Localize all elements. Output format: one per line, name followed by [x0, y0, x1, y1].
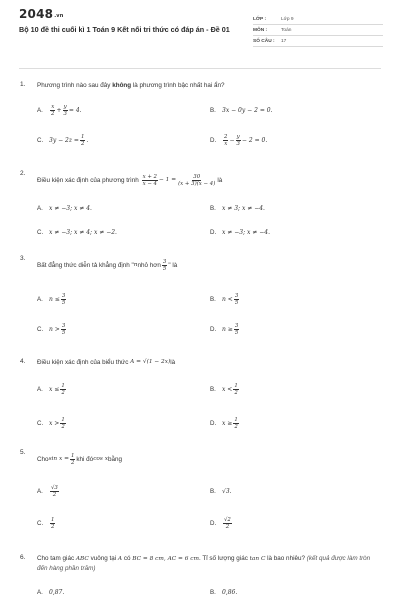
- option-label: B.: [210, 588, 216, 596]
- option-math: 0,87.: [49, 588, 65, 596]
- math-text: n >: [49, 325, 60, 333]
- option-b[interactable]: [210, 484, 232, 498]
- expression: sin x =: [48, 456, 69, 462]
- option-label: C.: [37, 419, 44, 427]
- text-part: là: [170, 359, 176, 366]
- fraction-denominator: 5: [162, 266, 167, 272]
- option-label: B.: [210, 487, 216, 495]
- option-math: x ≠ 3; x ≠ −4.: [222, 204, 265, 212]
- fraction-numerator: 3: [61, 292, 66, 299]
- question-number: 3.: [20, 255, 26, 262]
- option-c[interactable]: [37, 133, 88, 147]
- option-label: C.: [37, 228, 44, 236]
- option-a[interactable]: [37, 484, 60, 498]
- text-part: Cho tam giác: [37, 555, 76, 562]
- math-text: n <: [222, 295, 233, 303]
- option-d[interactable]: [210, 322, 240, 336]
- option-math: √3.: [222, 487, 232, 495]
- option-label: D.: [210, 519, 217, 527]
- fraction-denominator: 2: [225, 523, 230, 530]
- expression: tan C: [249, 556, 266, 562]
- meta-value: 17: [281, 38, 287, 44]
- text-part: Cho: [37, 456, 49, 463]
- math-text: x <: [222, 385, 233, 393]
- fraction-numerator: 3: [234, 322, 239, 329]
- question-number: 6.: [20, 554, 26, 561]
- text-part: khi đó: [76, 456, 94, 463]
- fraction-numerator: 3: [162, 259, 167, 265]
- document-title: Bộ 10 đề thi cuối kì 1 Toán 9 Kết nối tri thức có đáp án - Đề 01: [19, 25, 230, 34]
- question-text: [37, 554, 377, 573]
- option-math: $\frac{2}{x}$ − $\frac{y}{3}$ − 2 = 0.: [224, 133, 268, 147]
- question-text: [37, 453, 377, 466]
- option-math: $\frac{x}{2}$ + $\frac{y}{3}$ = 4.: [51, 103, 82, 117]
- header-divider: [19, 68, 381, 69]
- fraction-numerator: √3: [51, 484, 58, 491]
- option-label: A.: [37, 385, 43, 393]
- question-number: 4.: [20, 358, 26, 365]
- option-math: [222, 417, 240, 430]
- text-part: là bao nhiêu?: [265, 555, 307, 562]
- option-label: A.: [37, 588, 43, 596]
- expression: A: [117, 556, 123, 562]
- fraction-denominator: 2: [61, 389, 65, 396]
- option-b[interactable]: [210, 382, 240, 396]
- meta-table: [253, 14, 383, 47]
- question-number: 2.: [20, 170, 26, 177]
- fraction-denominator: 2: [234, 423, 238, 430]
- option-math: [222, 383, 240, 396]
- equation-denominator: x − 4: [142, 181, 157, 187]
- option-math: [222, 293, 240, 306]
- equation-mid: − 1 =: [158, 177, 177, 183]
- meta-row-subject: [253, 25, 383, 36]
- option-math: [222, 517, 233, 530]
- option-d[interactable]: [210, 225, 270, 239]
- fraction-numerator: 1: [61, 382, 65, 389]
- option-label: D.: [210, 419, 217, 427]
- meta-row-class: [253, 14, 383, 25]
- option-b[interactable]: [210, 201, 265, 215]
- option-math: [49, 485, 60, 498]
- meta-value: Lớp 9: [281, 16, 294, 22]
- expression: A = √(1 − 2x): [130, 359, 171, 365]
- question-text: [37, 174, 377, 187]
- math-text: x ≥: [222, 419, 233, 427]
- expression: ABC: [75, 556, 89, 562]
- option-b[interactable]: [210, 585, 237, 599]
- option-math: x ≠ −3; x ≠ 4.: [49, 204, 92, 212]
- meta-row-count: [253, 36, 383, 47]
- option-c[interactable]: [37, 225, 117, 239]
- fraction-denominator: 5: [234, 329, 239, 336]
- text-part: Bất đẳng thức diễn tả khẳng định ": [37, 262, 134, 269]
- text-part: Phương trình nào sau đây: [37, 82, 113, 89]
- option-label: B.: [210, 204, 216, 212]
- option-label: A.: [37, 487, 43, 495]
- option-math: x ≠ −3; x ≠ 4; x ≠ −2.: [49, 228, 117, 236]
- emphasis-text: không: [112, 82, 132, 89]
- option-a[interactable]: [37, 585, 64, 599]
- option-math: 0,86.: [222, 588, 238, 596]
- fraction-numerator: √2: [224, 516, 231, 523]
- option-math: [222, 323, 240, 336]
- option-math: [49, 417, 67, 430]
- option-a[interactable]: [37, 292, 67, 306]
- fraction-denominator: 5: [234, 299, 239, 306]
- meta-key: SỐ CÂU :: [253, 38, 275, 44]
- text-part: có: [122, 555, 133, 562]
- option-label: A.: [37, 295, 43, 303]
- text-part: là phương trình bậc nhất hai ẩn?: [131, 82, 225, 89]
- text-part: bằng: [108, 456, 123, 463]
- expression: BC = 8 cm, AC = 6 cm: [132, 556, 200, 562]
- fraction-denominator: 2: [70, 460, 75, 466]
- option-b[interactable]: [210, 292, 240, 306]
- logo-text: 2048: [19, 7, 54, 21]
- equation-denominator: (x + 3)(x − 4): [178, 181, 216, 187]
- site-logo[interactable]: [19, 7, 64, 21]
- fraction-numerator: 1: [61, 416, 65, 423]
- equation-numerator: x + 2: [142, 174, 157, 180]
- option-label: A.: [37, 106, 43, 114]
- fraction-numerator: 1: [70, 453, 75, 459]
- option-label: C.: [37, 136, 44, 144]
- logo-suffix: .vn: [54, 13, 64, 19]
- option-label: B.: [210, 295, 216, 303]
- option-label: D.: [210, 228, 217, 236]
- math-text: n ≤: [49, 295, 60, 303]
- fraction-numerator: 1: [234, 416, 238, 423]
- question-text: [37, 259, 377, 272]
- fraction-denominator: 2: [52, 491, 57, 498]
- question-text: [37, 358, 377, 367]
- option-d[interactable]: [210, 416, 240, 430]
- option-label: B.: [210, 385, 216, 393]
- option-d[interactable]: [210, 516, 233, 530]
- option-a[interactable]: [37, 103, 82, 117]
- fraction-numerator: 1: [234, 382, 238, 389]
- text-part: vuông tại: [88, 555, 118, 562]
- fraction-numerator: 1: [51, 516, 55, 523]
- option-math: 3x − 0y − 2 = 0.: [222, 106, 273, 114]
- text-part: Điều kiện xác định của biểu thức: [37, 359, 129, 366]
- text-part: nhỏ hơn: [137, 262, 161, 269]
- text-part: . Tỉ số lượng giác: [199, 555, 250, 562]
- option-label: A.: [37, 204, 43, 212]
- option-label: C.: [37, 325, 44, 333]
- fraction-numerator: 3: [61, 322, 66, 329]
- text-part: là: [217, 177, 223, 184]
- question-number: 1.: [20, 81, 26, 88]
- math-text: x >: [49, 419, 60, 427]
- fraction-denominator: 5: [61, 329, 66, 336]
- option-c[interactable]: [37, 322, 67, 336]
- fraction-denominator: 5: [61, 299, 66, 306]
- option-label: C.: [37, 519, 44, 527]
- fraction-denominator: 2: [61, 423, 65, 430]
- fraction-numerator: 3: [234, 292, 239, 299]
- fraction-denominator: 2: [51, 523, 55, 530]
- option-math: [49, 323, 67, 336]
- option-math: 3y − 2z = $\frac{1}{2}$ .: [49, 133, 89, 147]
- expression: cos x: [93, 456, 109, 462]
- math-text: x ≤: [49, 385, 60, 393]
- fraction-denominator: 2: [234, 389, 238, 396]
- option-label: B.: [210, 106, 216, 114]
- option-d[interactable]: [210, 133, 267, 147]
- option-math: [49, 293, 67, 306]
- option-a[interactable]: [37, 382, 67, 396]
- option-math: [49, 383, 67, 396]
- option-math: x ≠ −3; x ≠ −4.: [222, 228, 270, 236]
- option-a[interactable]: [37, 201, 92, 215]
- text-part: " là: [168, 262, 178, 269]
- question-text: [37, 81, 377, 90]
- option-math: [49, 517, 56, 530]
- variable: n: [133, 262, 138, 268]
- option-label: D.: [210, 325, 217, 333]
- rounding-note: (kết quả được làm tròn đến hàng phần trăm): [37, 555, 371, 572]
- equation-numerator: 30: [193, 174, 201, 180]
- meta-value: Toán: [281, 27, 292, 33]
- text-part: Điều kiện xác định của phương trình: [37, 177, 139, 184]
- option-c[interactable]: [37, 416, 67, 430]
- option-c[interactable]: [37, 516, 56, 530]
- math-text: n ≥: [222, 325, 233, 333]
- meta-key: MÔN :: [253, 27, 268, 33]
- question-number: 5.: [20, 449, 26, 456]
- option-label: D.: [210, 136, 217, 144]
- option-b[interactable]: [210, 103, 272, 117]
- meta-key: LỚP :: [253, 16, 267, 22]
